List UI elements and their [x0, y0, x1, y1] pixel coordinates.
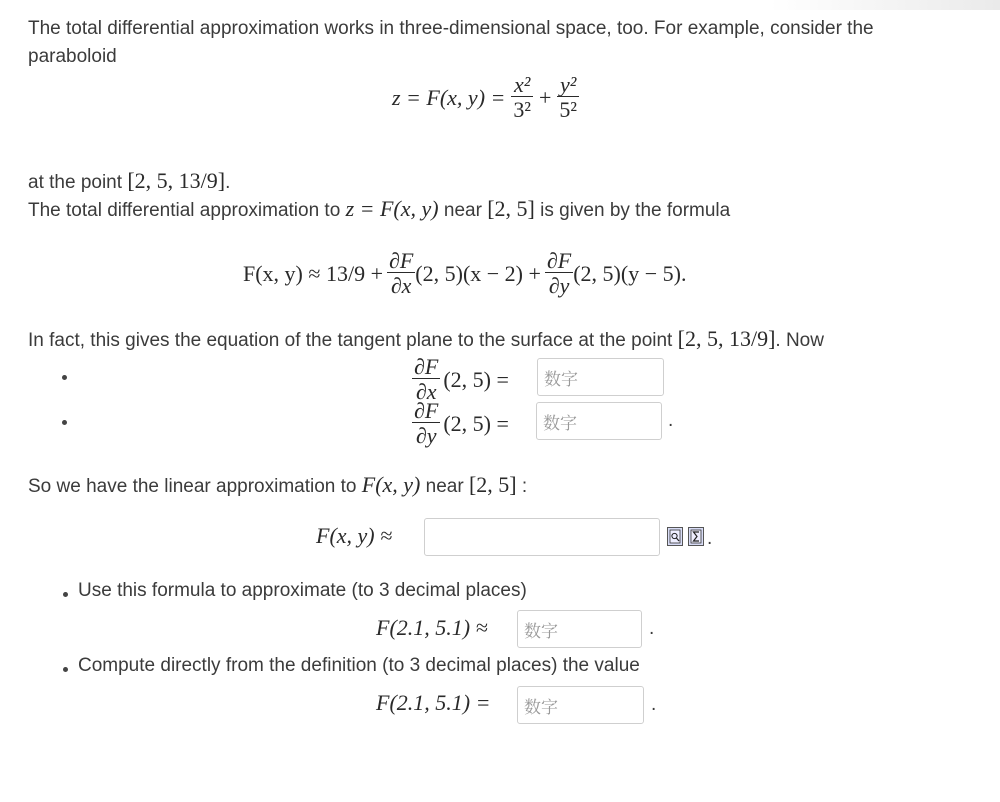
partial-x-2: ∂x: [412, 378, 440, 403]
tda-formula: [243, 250, 686, 297]
five-squared: 5²: [559, 97, 578, 122]
paraboloid-formula: [392, 74, 579, 121]
partial-x-input[interactable]: [537, 358, 664, 396]
partial-x-at: (2, 5) =: [443, 366, 509, 392]
partial-F-1: ∂F: [388, 248, 414, 273]
at-point-text: at the point: [28, 172, 123, 193]
exact-value-input[interactable]: [517, 686, 644, 724]
formula-lhs: z = F(x, y) =: [392, 84, 506, 110]
in-fact-line: [28, 326, 824, 352]
approx-placeholder: 数字: [524, 621, 558, 642]
tda-formula-mid: (2, 5)(x − 2) +: [415, 260, 541, 286]
partial-F-2: ∂F: [546, 248, 572, 273]
in-fact-text2: . Now: [775, 330, 824, 351]
intro-line2: paraboloid: [28, 46, 117, 67]
in-fact-point: [2, 5, 13/9]: [677, 326, 776, 351]
bullet1-expr: F(2.1, 5.1) ≈: [376, 615, 488, 640]
partial-y-2: ∂y: [412, 422, 440, 447]
top-shadow: [770, 0, 1000, 10]
linear-colon: :: [521, 476, 528, 497]
preview-icon[interactable]: [667, 527, 683, 546]
at-point-value: [2, 5, 13/9]: [127, 168, 226, 193]
at-point-end: .: [225, 172, 231, 193]
y-squared: y²: [560, 72, 577, 97]
tda-formula-lhs: F(x, y) ≈ 13/9 +: [243, 260, 383, 286]
bullet2-period: .: [651, 694, 657, 715]
linear-text2: near: [425, 476, 464, 497]
bullet-dot: [63, 592, 68, 597]
tda-line: [28, 196, 730, 222]
approx-value-input[interactable]: [517, 610, 642, 648]
partial-y-input[interactable]: [536, 402, 662, 440]
linear-line: [28, 472, 527, 498]
linear-lhs: F(x, y) ≈: [316, 523, 393, 548]
linear-expr: F(x, y): [361, 472, 421, 497]
linear-period: .: [707, 528, 713, 549]
partial-F-3: ∂F: [414, 354, 439, 379]
equation-editor-icon[interactable]: [688, 527, 704, 546]
tda-text2: near: [443, 200, 482, 221]
partial-x-placeholder: 数字: [544, 369, 578, 390]
bullet1-text: Use this formula to approximate (to 3 decimal places): [78, 580, 527, 601]
at-point-line: [28, 168, 230, 194]
linear-point: [2, 5]: [468, 472, 517, 497]
bullet-dot: [62, 375, 67, 380]
plus-sign: +: [538, 84, 552, 110]
tda-formula-end: (2, 5)(y − 5).: [573, 260, 687, 286]
tda-point: [2, 5]: [487, 196, 535, 221]
tda-expr: z = F(x, y): [345, 196, 439, 221]
tda-text3: is given by the formula: [540, 200, 731, 221]
x-squared: x²: [513, 72, 531, 97]
three-squared: 3²: [513, 97, 531, 122]
in-fact-text1: In fact, this gives the equation of the tangent plane to the surface at the point: [28, 330, 673, 351]
bullet1-period: .: [649, 618, 655, 639]
partial-x-1: ∂x: [387, 272, 415, 297]
partial-y-row: [412, 400, 509, 447]
partial-x-row: [412, 356, 509, 403]
partial-F-4: ∂F: [414, 398, 439, 423]
partials-period: .: [668, 410, 674, 431]
tda-text1: The total differential approximation to: [28, 200, 341, 221]
partial-y-1: ∂y: [545, 272, 573, 297]
linear-approx-input[interactable]: [424, 518, 660, 556]
bullet-dot: [63, 667, 68, 672]
bullet-dot: [62, 420, 67, 425]
bullet2-text: Compute directly from the definition (to 3 decimal places) the value: [78, 655, 640, 676]
linear-text1: So we have the linear approximation to: [28, 476, 357, 497]
partial-y-placeholder: 数字: [543, 413, 577, 434]
exact-placeholder: 数字: [524, 697, 558, 718]
intro-line1: The total differential approximation works in three-dimensional space, too. For example, consider the: [28, 18, 874, 39]
bullet2-expr: F(2.1, 5.1) =: [376, 690, 491, 715]
partial-y-at: (2, 5) =: [443, 410, 509, 436]
